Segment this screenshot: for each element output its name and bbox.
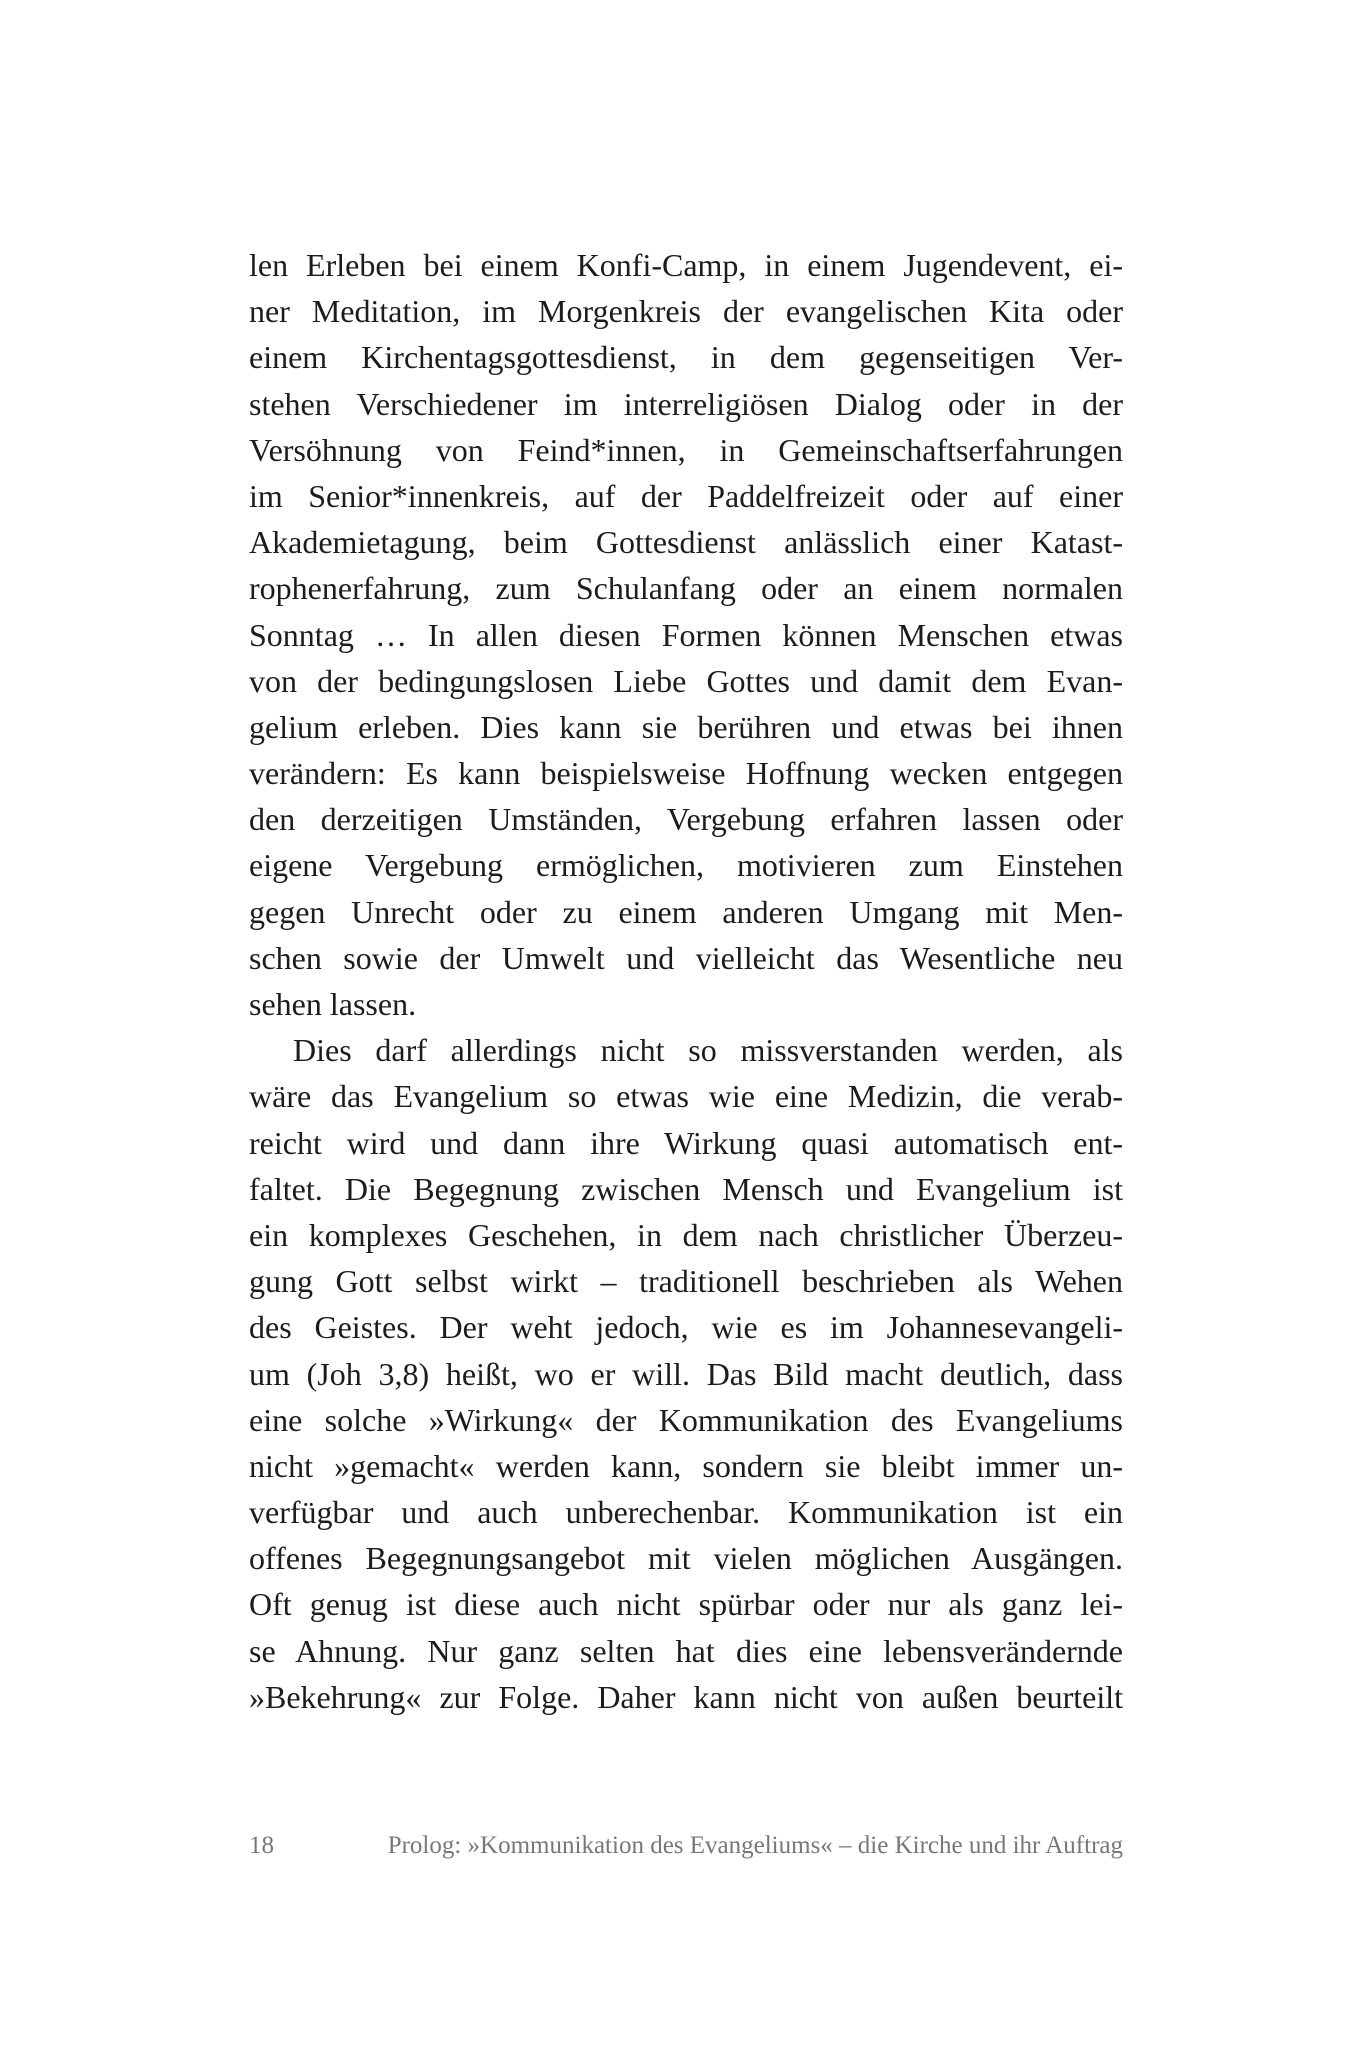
body-text (249, 242, 1123, 1720)
text-line: einem Kirchentagsgottesdienst, in dem gegenseitigen Ver- (249, 339, 1123, 376)
running-head: Prolog: »Kommunikation des Evangeliums« – die Kirche und ihr Auftrag (387, 1832, 1123, 1859)
text-line: eigene Vergebung ermöglichen, motivieren zum Einstehen (249, 847, 1123, 884)
text-line: den derzeitigen Umständen, Vergebung erfahren lassen oder (249, 801, 1123, 838)
text-line: offenes Begegnungsangebot mit vielen möglichen Ausgängen. (249, 1540, 1123, 1577)
text-line: rophenerfahrung, zum Schulanfang oder an einem normalen (249, 570, 1123, 607)
text-line: gung Gott selbst wirkt – traditionell beschrieben als Wehen (249, 1263, 1123, 1300)
text-line: faltet. Die Begegnung zwischen Mensch und Evangelium ist (249, 1170, 1123, 1207)
text-line: ein komplexes Geschehen, in dem nach christlicher Überzeu- (249, 1216, 1123, 1253)
text-line: stehen Verschiedener im interreligiösen Dialog oder in der (249, 385, 1123, 422)
text-line: im Senior*innenkreis, auf der Paddelfreizeit oder auf einer (249, 477, 1123, 514)
text-line: gegen Unrecht oder zu einem anderen Umgang mit Men- (249, 893, 1123, 930)
text-line: des Geistes. Der weht jedoch, wie es im Johannesevangeli- (249, 1309, 1123, 1346)
text-line: um (Joh 3,8) heißt, wo er will. Das Bild macht deutlich, dass (249, 1355, 1123, 1392)
text-line: verändern: Es kann beispielsweise Hoffnung wecken entgegen (249, 755, 1123, 792)
text-line: wäre das Evangelium so etwas wie eine Medizin, die verab- (249, 1078, 1123, 1115)
text-line: se Ahnung. Nur ganz selten hat dies eine lebensverändernde (249, 1632, 1123, 1669)
page-number: 18 (249, 1832, 274, 1859)
text-line: len Erleben bei einem Konfi-Camp, in einem Jugendevent, ei- (249, 247, 1123, 283)
text-line: Versöhnung von Feind*innen, in Gemeinschaftserfahrungen (249, 431, 1123, 468)
text-line: »Bekehrung« zur Folge. Daher kann nicht von außen beurteilt (249, 1678, 1123, 1715)
text-line: reicht wird und dann ihre Wirkung quasi automatisch ent- (249, 1124, 1123, 1161)
text-line: Sonntag … In allen diesen Formen können Menschen etwas (249, 616, 1123, 653)
text-line: ner Meditation, im Morgenkreis der evangelischen Kita oder (249, 293, 1123, 330)
text-line: sehen lassen. (249, 986, 417, 1022)
text-line: schen sowie der Umwelt und vielleicht das Wesentliche neu (249, 939, 1123, 976)
text-line: eine solche »Wirkung« der Kommunikation des Evangeliums (249, 1401, 1123, 1438)
text-line: gelium erleben. Dies kann sie berühren und etwas bei ihnen (249, 708, 1123, 745)
text-line: verfügbar und auch unberechenbar. Kommunikation ist ein (249, 1494, 1123, 1531)
text-line: Oft genug ist diese auch nicht spürbar oder nur als ganz lei- (249, 1586, 1123, 1623)
paragraph (249, 242, 1123, 1027)
text-line: nicht »gemacht« werden kann, sondern sie bleibt immer un- (249, 1447, 1123, 1484)
page-footer (249, 1832, 1123, 1872)
text-line: von der bedingungslosen Liebe Gottes und damit dem Evan- (249, 662, 1123, 699)
paragraph (249, 1027, 1123, 1720)
text-line: Dies darf allerdings nicht so missverstanden werden, als (293, 1032, 1123, 1069)
text-line: Akademietagung, beim Gottesdienst anlässlich einer Katast- (249, 524, 1123, 561)
